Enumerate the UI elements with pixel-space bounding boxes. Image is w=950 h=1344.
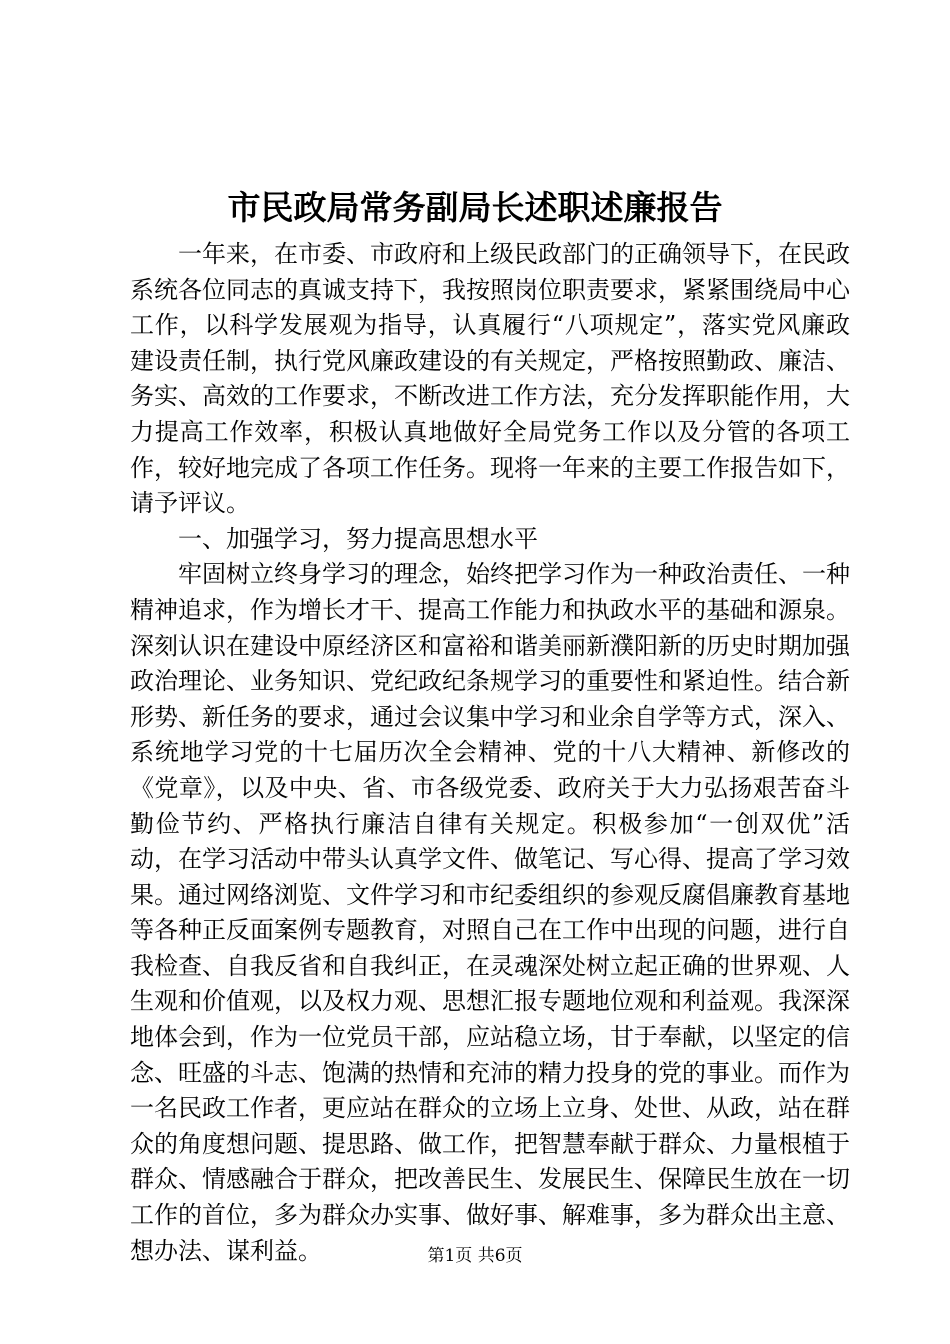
document-body <box>130 237 850 1269</box>
page-number: 第1页 共6页 <box>427 1246 523 1266</box>
paragraph-intro: 一年来，在市委、市政府和上级民政部门的正确领导下，在民政系统各位同志的真诚支持下，我按照岗位职责要求，紧紧围绕局中心工作，以科学发展观为指导，认真履行“八项规定”，落实党风廉政建设责任制，执行党风廉政建设的有关规定，严格按照勤政、廉洁、务实、高效的工作要求，不断改进工作方法，充分发挥职能作用，大力提高工作效率，积极认真地做好全局党务工作以及分管的各项工作，较好地完成了各项工作任务。现将一年来的主要工作报告如下，请予评议。 <box>130 240 850 518</box>
paragraph-study: 牢固树立终身学习的理念，始终把学习作为一种政治责任、一种精神追求，作为增长才干、提高工作能力和执政水平的基础和源泉。深刻认识在建设中原经济区和富裕和谐美丽新濮阳新的历史时期加强政治理论、业务知识、党纪政纪条规学习的重要性和紧迫性。结合新形势、新任务的要求，通过会议集中学习和业余自学等方式，深入、系统地学习党的十七届历次全会精神、党的十八大精神、新修改的《党章》，以及中央、省、市各级党委、政府关于大力弘扬艰苦奋斗勤俭节约、严格执行廉洁自律有关规定。积极参加“一创双优”活动，在学习活动中带头认真学文件、做笔记、写心得、提高了学习效果。通过网络浏览、文件学习和市纪委组织的参观反腐倡廉教育基地等各种正反面案例专题教育，对照自己在工作中出现的问题，进行自我检查、自我反省和自我纠正，在灵魂深处树立起正确的世界观、人生观和价值观，以及权力观、思想汇报专题地位观和利益观。我深深地体会到，作为一位党员干部，应站稳立场，甘于奉献，以坚定的信念、旺盛的斗志、饱满的热情和充沛的精力投身的党的事业。而作为一名民政工作者，更应站在群众的立场上立身、处世、从政，站在群众的角度想问题、提思路、做工作，把智慧奉献于群众、力量根植于群众、情感融合于群众，把改善民生、发展民生、保障民生放在一切工作的首位，多为群众办实事、做好事、解难事，多为群众出主意、想办法、谋利益。 <box>130 560 850 1265</box>
document-title: 市民政局常务副局长述职述廉报告 <box>227 188 723 227</box>
section-heading: 一、加强学习，努力提高思想水平 <box>178 524 538 553</box>
